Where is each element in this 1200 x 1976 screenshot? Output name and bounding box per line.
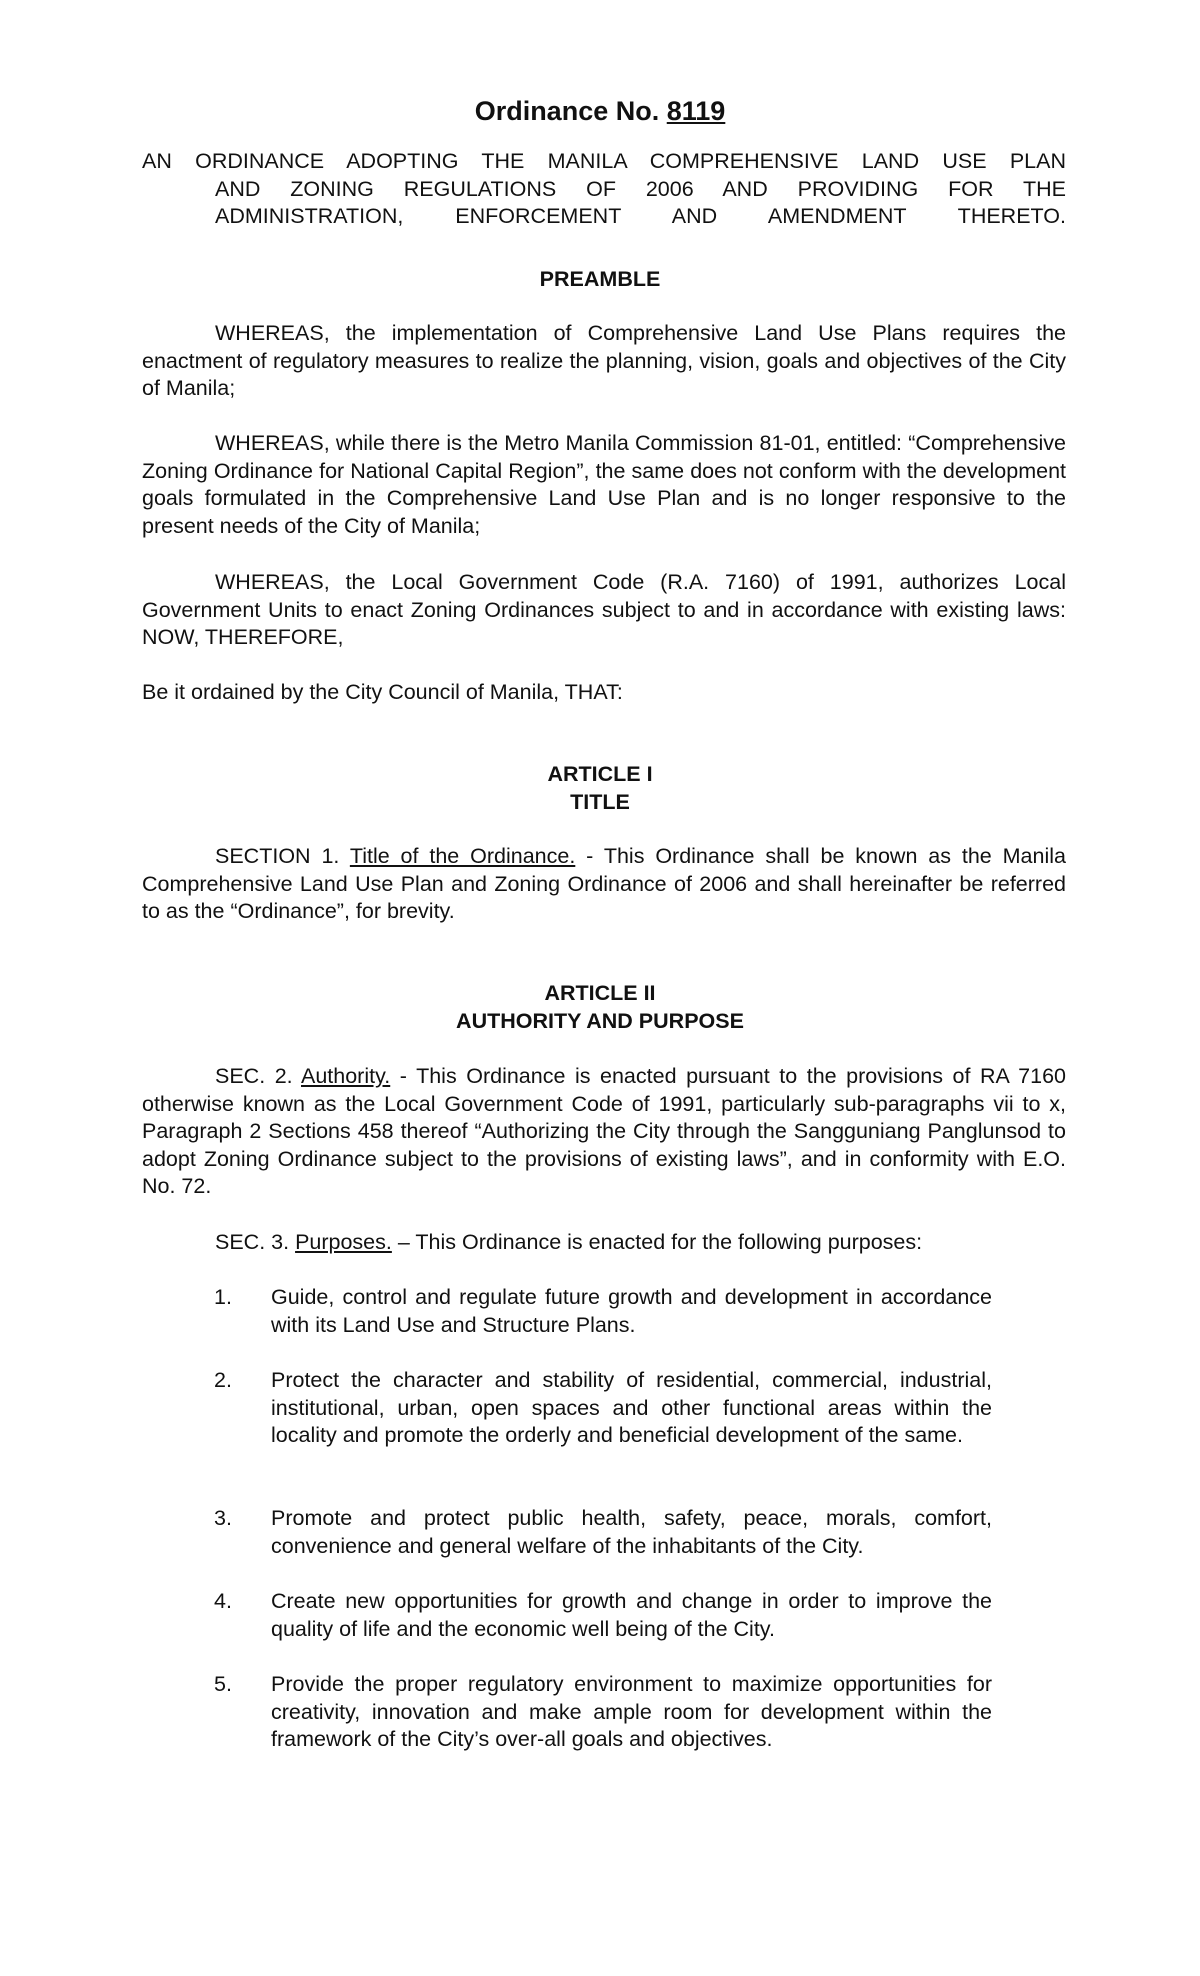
article-2-number: ARTICLE II [544, 981, 656, 1005]
purposes-list [214, 1588, 992, 1643]
article-1-number: ARTICLE I [547, 762, 653, 786]
list-item [214, 1284, 992, 1339]
purpose-number: 1. [214, 1285, 232, 1309]
preamble-heading: PREAMBLE [539, 267, 661, 291]
purpose-text: Provide the proper regulatory environment to maximize opportunities for creativity, innovation and make ample room for development within the framework of the City’s over-all goals and objectives. [271, 1672, 992, 1751]
purpose-text: Promote and protect public health, safety, peace, morals, comfort, convenience and general welfare of the inhabitants of the City. [271, 1506, 992, 1558]
ordinance-subtitle [142, 148, 1066, 231]
subtitle-rest: AND ZONING REGULATIONS OF 2006 AND PROVIDING FOR THE ADMINISTRATION, ENFORCEMENT AND AMENDMENT THERETO. [215, 176, 1066, 228]
purposes-list [214, 1367, 992, 1450]
section-3-title: Purposes. [295, 1230, 392, 1254]
purpose-text: Protect the character and stability of residential, commercial, industrial, institutional, urban, open spaces and other functional areas within the locality and promote the orderly and beneficial development of the same. [271, 1368, 992, 1447]
ordinance-number: 8119 [666, 96, 726, 126]
ordained-clause: Be it ordained by the City Council of Manila, THAT: [142, 680, 623, 704]
whereas-paragraph-2: WHEREAS, while there is the Metro Manila Commission 81-01, entitled: “Comprehensive Zoning Ordinance for National Capital Region”, the same does not conform with the development goals formulated in the Comprehensive Land Use Plan and is no longer responsive to the present needs of the City of Manila; [142, 431, 1066, 538]
section-2 [142, 1063, 1066, 1201]
purposes-list [214, 1671, 992, 1754]
purpose-text: Guide, control and regulate future growth and development in accordance with its Land Use and Structure Plans. [271, 1285, 992, 1337]
section-1-text: - This Ordinance shall be known as the Manila Comprehensive Land Use Plan and Zoning Ordinance of 2006 and shall hereinafter be referred to as the “Ordinance”, for brevity. [142, 844, 1066, 923]
whereas-paragraph-3: WHEREAS, the Local Government Code (R.A. 7160) of 1991, authorizes Local Government Units to enact Zoning Ordinances subject to and in accordance with existing laws: NOW, THEREFORE, [142, 570, 1066, 649]
list-item [214, 1671, 992, 1754]
subtitle-line-1: AN ORDINANCE ADOPTING THE MANILA COMPREHENSIVE LAND USE PLAN [142, 149, 1066, 173]
section-3 [215, 1229, 1015, 1257]
section-1-title: Title of the Ordinance. [349, 844, 576, 868]
whereas-paragraph-1: WHEREAS, the implementation of Comprehensive Land Use Plans requires the enactment of regulatory measures to realize the planning, vision, goals and objectives of the City of Manila; [142, 321, 1066, 400]
article-2-name: AUTHORITY AND PURPOSE [456, 1009, 744, 1033]
purposes-list [214, 1505, 992, 1560]
purposes-list [214, 1284, 992, 1339]
title-prefix: Ordinance No. [474, 96, 667, 126]
section-3-text: – This Ordinance is enacted for the following purposes: [391, 1230, 923, 1254]
list-item [214, 1505, 992, 1560]
list-item [214, 1367, 992, 1450]
purpose-text: Create new opportunities for growth and change in order to improve the quality of life and the economic well being of the City. [271, 1589, 992, 1641]
purpose-number: 3. [214, 1506, 232, 1530]
list-item [214, 1588, 992, 1643]
purpose-number: 4. [214, 1589, 232, 1613]
section-2-label: SEC. 2. [215, 1064, 301, 1088]
article-1-name: TITLE [570, 790, 630, 814]
section-2-text: - This Ordinance is enacted pursuant to the provisions of RA 7160 otherwise known as the Local Government Code of 1991, particularly sub-paragraphs vii to x, Paragraph 2 Sections 458 thereof “Authorizing the City through the Sangguniang Panglunsod to adopt Zoning Ordinance subject to the provisions of existing laws”, and in conformity with E.O. No. 72. [142, 1064, 1066, 1198]
purpose-number: 2. [214, 1368, 232, 1392]
ordinance-title [0, 94, 1200, 128]
section-1-label: SECTION 1. [215, 844, 350, 868]
section-3-label: SEC. 3. [215, 1230, 296, 1254]
purpose-number: 5. [214, 1672, 232, 1696]
section-2-title: Authority. [301, 1064, 391, 1088]
section-1 [142, 843, 1066, 926]
